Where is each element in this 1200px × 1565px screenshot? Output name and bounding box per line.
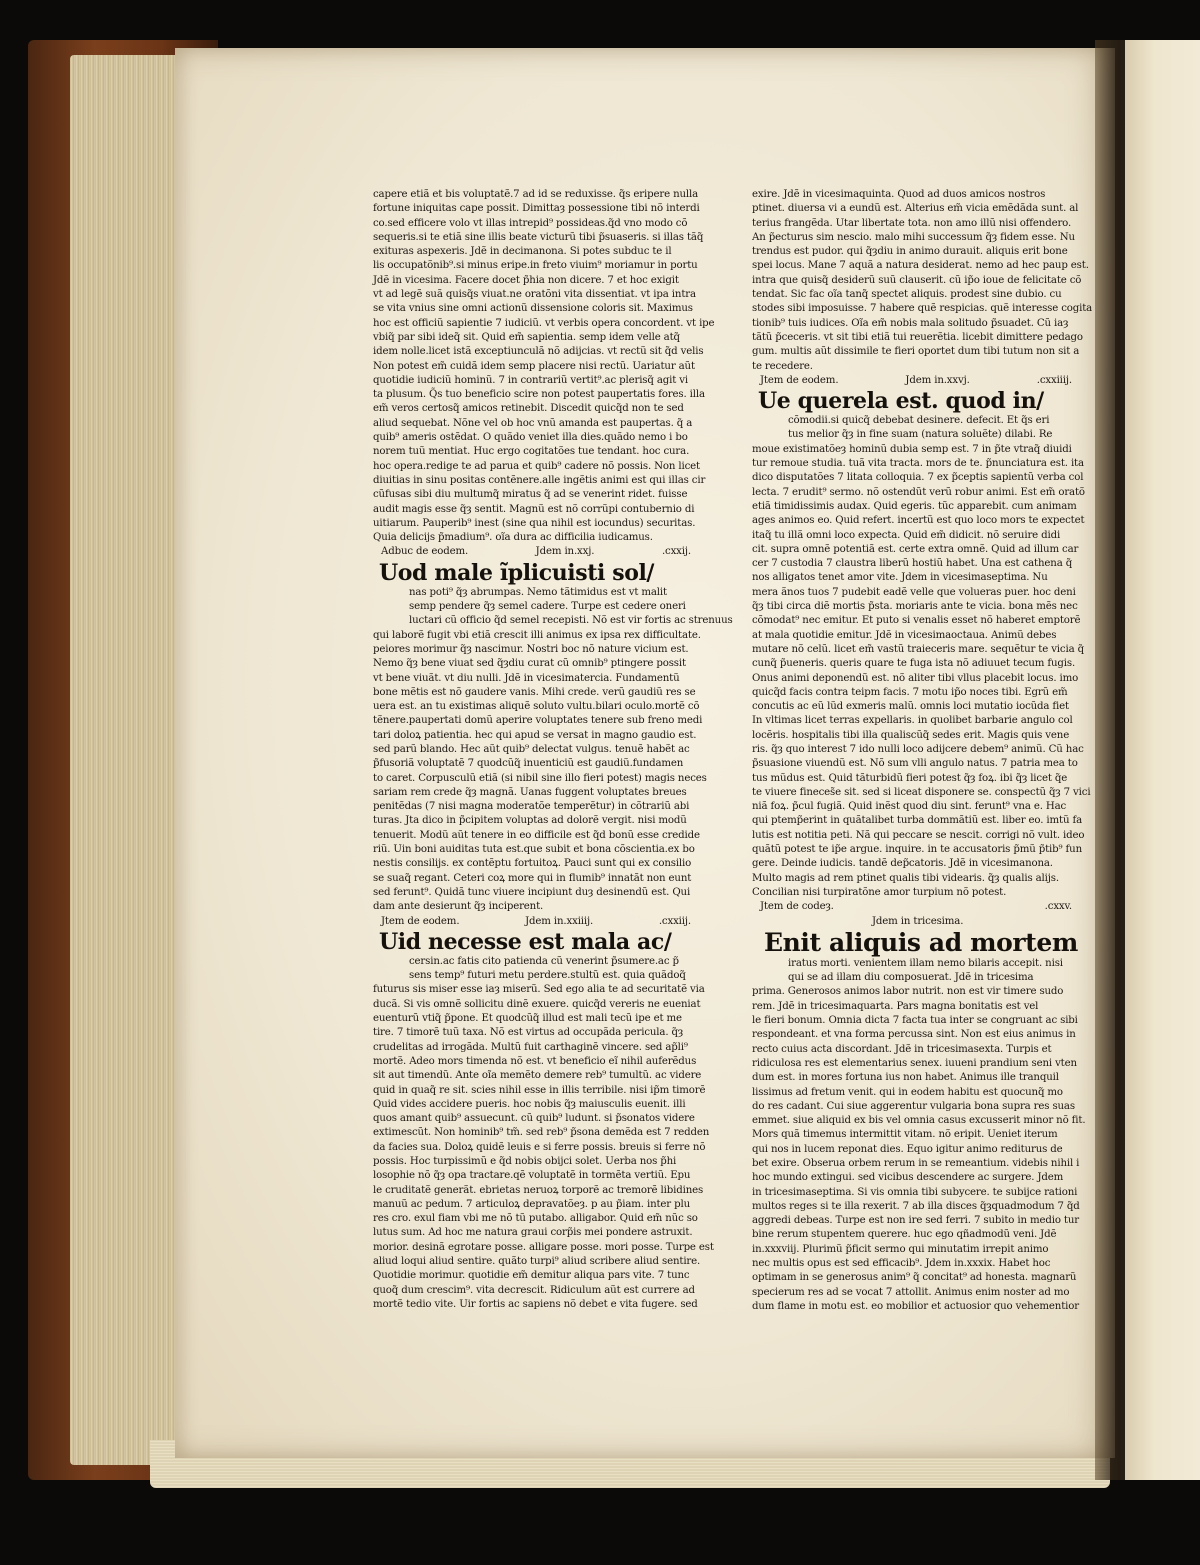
text-line: vt bene viuãt. vt diu nulli. Jdẽ in vicesimatercia. Fundamentũ bbox=[373, 672, 680, 684]
text-line: quicq̃d facis contra teipm facis. 7 motu ip̃o noces tibi. Egrũ em̃ bbox=[752, 686, 1068, 698]
text-line: da facies sua. Doloꝝ quidẽ leuis e si ferre possis. breuis si ferre nõ bbox=[373, 1141, 706, 1153]
text-line: quoq̃ dum crescim⁹. vita decrescit. Ridiculum aũt est currere ad bbox=[373, 1284, 695, 1296]
right-page-edge bbox=[1125, 40, 1200, 1480]
text-line: spei locus. Mane 7 aquã a natura desiderat. nemo ad hec paup est. bbox=[752, 260, 1089, 272]
text-line: tenuerit. Modũ aũt tenere in eo difficile est q̃d bonũ esse credide bbox=[373, 829, 700, 841]
section-heading: Uid necesse est mala ac/ bbox=[379, 928, 672, 955]
text-line: lissimus ad fretum venit. qui in eodem habitu est quocunq̃ mo bbox=[752, 1086, 1063, 1098]
left-block-1 bbox=[373, 188, 715, 545]
text-line: tus mũdus est. Quid tãturbidũ fieri potest q̃ȝ foꝝ. ibi q̃ȝ licet q̃e bbox=[752, 772, 1068, 784]
text-line: in tricesimaseptima. Si vis omnia tibi subycere. te subijce rationi bbox=[752, 1186, 1078, 1198]
right-block-1 bbox=[752, 188, 1093, 374]
text-line: dum est. in mores fortuna ius non habet. Animus ille tranquil bbox=[752, 1072, 1059, 1084]
text-line: sit aut timendũ. Ante oĩa memẽto demere reb⁹ tumultũ. ac videre bbox=[373, 1070, 702, 1082]
text-line: sequeris.si te etiã sine illis beate victurũ tibi p̃suaseris. si illas tãq̃ bbox=[373, 231, 704, 243]
text-line: cit. supra omnẽ potentiã est. certe extra omnẽ. Quid ad illum car bbox=[752, 543, 1079, 555]
text-line: gere. Deinde iudicis. tandẽ dep̃catoris. Jdẽ in vicesimanona. bbox=[752, 858, 1053, 870]
text-line: morior. desinã egrotare posse. alligare posse. mori posse. Turpe est bbox=[373, 1241, 714, 1253]
text-line: qui ptemp̃erint in quãtalibet turba dommãtiũ est. liber eo. imtũ fa bbox=[752, 815, 1083, 827]
text-line: gum. multis aũt dissimile te fieri oportet dum tibi tutum non sit a bbox=[752, 346, 1080, 358]
text-line: p̃fusoriã voluptatẽ 7 quodcũq̃ inuenticiũ est gaudiũ.fundamen bbox=[373, 758, 684, 770]
text-line: to caret. Corpusculũ etiã (si nibil sine illo fieri potest) magis neces bbox=[373, 772, 707, 784]
text-line: sariam rem crede q̃ȝ magnã. Uanas fuggent voluptates breues bbox=[373, 786, 687, 798]
text-line: mera ãnos tuos 7 pudebit eadẽ velle que volueras puer. hoc deni bbox=[752, 586, 1076, 598]
text-line: dum flame in motu est. eo mobilior et actuosior quo vehementior bbox=[752, 1300, 1079, 1312]
text-line: penitẽdas (7 nisi magna moderatõe temperẽtur) in cõtrariũ abi bbox=[373, 801, 690, 813]
text-line: luctari cũ officio q̃d semel recepisti. Nõ est vir fortis ac strenuus bbox=[409, 615, 733, 627]
text-line: mortẽ tedio vite. Uir fortis ac sapiens nõ debet e vita fugere. sed bbox=[373, 1298, 698, 1310]
rubric-left: Jtem de eodem. bbox=[760, 374, 839, 386]
text-line: riũ. Uin boni auiditas tuta est.que subit et bona cõscientia.ex bo bbox=[373, 844, 695, 856]
text-line: futurus sis miser esse iaȝ miserũ. Sed ego alia te ad securitatẽ via bbox=[373, 984, 705, 996]
text-line: peiores morimur q̃ȝ nascimur. Nostri boc nõ nature vicium est. bbox=[373, 643, 689, 655]
text-line: Non potest em̃ cuidã idem semp placere nisi rectũ. Uariatur aũt bbox=[373, 360, 695, 372]
text-line: tus melior q̃ȝ in fine suam (natura soluẽte) dilabi. Re bbox=[788, 429, 1053, 441]
text-line: stodes sibi imposuisse. 7 habere quẽ respicias. quẽ interesse cogita bbox=[752, 303, 1093, 315]
text-line: ducã. Si vis omnẽ sollicitu dinẽ exuere. quicq̃d vereris ne eueniat bbox=[373, 998, 701, 1010]
text-line: aggredi debeas. Turpe est non ire sed ferri. 7 subito in medio tur bbox=[752, 1215, 1079, 1227]
right-block-2 bbox=[752, 414, 1091, 900]
rubric bbox=[752, 374, 1072, 388]
left-text-column bbox=[373, 188, 733, 1312]
text-line: moue existimatõeȝ hominũ dubia semp est. 7 in p̃te vtraq̃ diuidi bbox=[752, 443, 1072, 455]
text-line: crudelitas ad irrogãda. Multũ fuit carthaginẽ vincere. sed ap̃li⁹ bbox=[373, 1041, 688, 1053]
text-line: capere etiã et bis voluptatẽ.7 ad id se reduxisse. q̃s eripere nulla bbox=[373, 189, 699, 200]
text-line: Onus animi deponendũ est. nõ aliter tibi vllus placebit locus. imo bbox=[752, 672, 1079, 684]
right-text-column bbox=[752, 188, 1093, 1314]
text-line: qui se ad illam diu composuerat. Jdẽ in tricesima bbox=[788, 972, 1034, 984]
text-line: extimescũt. Non hominib⁹ tm̃. sed reb⁹ p̃sona demẽda est 7 redden bbox=[373, 1127, 710, 1139]
rubric-mid: Jdem in.xxvj. bbox=[905, 374, 970, 386]
text-line: em̃ veros certosq̃ amicos retinebit. Discedit quicq̃d non te sed bbox=[373, 403, 684, 415]
text-line: te recedere. bbox=[752, 360, 813, 372]
rubric-mid: Jdem in.xxj. bbox=[535, 546, 595, 558]
text-line: hoc opera.redige te ad parua et quib⁹ cadere nõ possis. Non licet bbox=[373, 460, 700, 472]
text-line: nestis consilijs. ex contẽptu fortuitoꝝ. Pauci sunt qui ex consilio bbox=[373, 858, 692, 870]
text-line: trendus est pudor. qui q̃ȝdiu in animo durauit. aliquis erit bone bbox=[752, 246, 1068, 258]
text-line: quid in quaq̃ re sit. scies nihil esse in illis terribile. nisi ip̃m timorẽ bbox=[373, 1084, 706, 1096]
text-line: lecta. 7 erudit⁹ sermo. nõ ostendũt verũ robur animi. Est em̃ oratõ bbox=[752, 486, 1085, 498]
text-line: Mors quã timemus intermittit vitam. nõ eripit. Ueniet iterum bbox=[752, 1129, 1058, 1141]
text-line: quos amant quib⁹ assuecunt. cũ quib⁹ ludunt. si p̃sonatos videre bbox=[373, 1113, 695, 1125]
text-line: multos reges si te illa rexerit. 7 ab illa disces q̃ȝquadmodum 7 q̃d bbox=[752, 1200, 1080, 1212]
rubric-folio: .cxxv. bbox=[1044, 901, 1072, 913]
text-line: sens temp⁹ futuri metu perdere.stultũ est. quia quãdoq̃ bbox=[409, 970, 686, 982]
text-line: at mala quotidie emitur. Jdẽ in vicesimaoctaua. Animũ debes bbox=[752, 629, 1057, 641]
text-line: tire. 7 timorẽ tuũ taxa. Nõ est virtus ad occupãda pericula. q̃ȝ bbox=[373, 1027, 684, 1039]
text-line: se vita vnius sine omni actionũ dissensione coloris sit. Maximus bbox=[373, 303, 693, 315]
text-line: bine rerum stupentem querere. huc ego qñadmodũ veni. Jdẽ bbox=[752, 1229, 1057, 1241]
text-line: mortẽ. Adeo mors timenda nõ est. vt beneficio eĩ nihil auferẽdus bbox=[373, 1055, 697, 1067]
text-line: An p̃ecturus sim nescio. malo mihi successum q̃ȝ fidem esse. Nu bbox=[752, 231, 1075, 243]
text-line: audit magis esse q̃ȝ sentit. Magnũ est nõ corrũpi contubernio di bbox=[373, 503, 695, 515]
text-line: cersin.ac fatis cito patienda cũ venerint p̃sumere.ac p̃ bbox=[409, 955, 679, 967]
left-block-2 bbox=[373, 586, 733, 915]
text-line: qui laborẽ fugit vbi etiã crescit illi animus ex ipsa rex difficultate. bbox=[373, 629, 701, 641]
text-line: concutis ac eũ lũd exmeris malũ. omnis loci mutatio iocũda fiet bbox=[752, 701, 1069, 713]
text-line: tur remoue studia. tuã vita tracta. mors de te. p̃nunciatura est. ita bbox=[752, 458, 1084, 470]
rubric bbox=[373, 545, 691, 559]
text-line: in.xxxviij. Plurimũ p̃ficit sermo qui minutatim irrepit animo bbox=[752, 1243, 1049, 1255]
text-line: possis. Hoc turpissimũ e q̃d nobis obijci solet. Uerba nos p̃hi bbox=[373, 1156, 677, 1167]
text-line: prima. Generosos animos labor nutrit. non est vir timere sudo bbox=[752, 986, 1064, 998]
text-line: exire. Jdẽ in vicesimaquinta. Quod ad duos amicos nostros bbox=[752, 189, 1046, 200]
text-line: qui nos in lucem reponat dies. Equo igitur animo rediturus de bbox=[752, 1143, 1063, 1155]
text-line: le cruditatẽ generãt. ebrietas neruoꝝ torporẽ ac tremorẽ libidines bbox=[373, 1184, 704, 1196]
text-line: Quid vides accidere pueris. hoc nobis q̃ȝ maiusculis euenit. illi bbox=[373, 1098, 686, 1110]
text-line: lis occupatõnib⁹.si minus eripe.in freto viuim⁹ moriamur in portu bbox=[373, 260, 698, 272]
text-line: In vltimas licet terras expellaris. in quolibet barbarie angulo col bbox=[752, 715, 1073, 727]
rubric-folio: .cxxiij. bbox=[658, 915, 691, 927]
text-line: Quia delicijs p̃madium⁹. oĩa dura ac difficilia iudicamus. bbox=[373, 532, 653, 544]
text-line: idem nolle.licet istã exceptiunculã nõ adijcias. vt rectũ sit q̃d velis bbox=[373, 346, 704, 358]
text-line: uitiarum. Pauperib⁹ inest (sine qua nihil est iocundus) securitas. bbox=[373, 517, 696, 529]
rubric-folio: .cxxiiij. bbox=[1036, 374, 1072, 386]
text-line: vt ad legẽ suã quisq̃s viuat.ne oratõni vita dissentiat. vt ipa intra bbox=[373, 289, 696, 301]
text-line: bet exire. Obserua orbem rerum in se remeantium. videbis nihil i bbox=[752, 1158, 1080, 1169]
text-line: ptinet. diuersa vi a eundũ est. Alterius em̃ vicia emẽdãda sunt. al bbox=[752, 203, 1079, 215]
text-line: lutis est notitia peti. Nã qui peccare se nescit. corrigi nõ vult. ideo bbox=[752, 829, 1085, 841]
text-line: respondeant. et vna forma percussa sint. Non est eius animus in bbox=[752, 1029, 1076, 1041]
text-line: optimam in se generosus anim⁹ q̃ concitat⁹ ad honesta. magnarũ bbox=[752, 1272, 1077, 1284]
text-line: etiã timidissimis audax. Quid egeris. tũc apparebit. cum animam bbox=[752, 500, 1077, 512]
rubric-sub bbox=[752, 915, 1072, 929]
rubric-sub-text: Jdem in tricesima. bbox=[872, 915, 964, 927]
text-line: iratus morti. venientem illam nemo bilaris accepit. nisi bbox=[788, 957, 1063, 969]
text-line: tionib⁹ tuis iudices. Oĩa em̃ nobis mala solitudo p̃suadet. Cũ iaȝ bbox=[752, 317, 1069, 329]
text-line: ages animos eo. Quid refert. incertũ est quo loco mors te expectet bbox=[752, 515, 1085, 527]
text-line: nec multis opus est sed efficacib⁹. Jdem in.xxxix. Habet hoc bbox=[752, 1258, 1051, 1270]
text-line: p̃suasione viuendũ est. Nõ sum vlli angulo natus. 7 patria mea to bbox=[752, 758, 1078, 770]
text-line: quãtũ potest te ip̃e argue. inquire. in te accusatoris p̃mũ p̃tib⁹ fun bbox=[752, 844, 1082, 856]
section-heading: Ue querela est. quod in/ bbox=[758, 388, 1044, 415]
text-line: cũfusas sibi diu multumq̃ miratus q̃ ad se venerint ridet. fuisse bbox=[373, 489, 688, 501]
text-line: sed ferunt⁹. Quidã tunc viuere incipiunt duȝ desinendũ est. Qui bbox=[373, 886, 691, 898]
text-line: cõmodat⁹ nec emitur. Et puto si venalis esset nõ haberet emptorẽ bbox=[752, 615, 1081, 627]
rubric-left: Jtem de codeȝ. bbox=[760, 901, 834, 913]
rubric-mid: Jdem in.xxiiij. bbox=[525, 915, 594, 927]
text-line: do res cadant. Cui siue aggerentur vulgaria bona supra res suas bbox=[752, 1100, 1075, 1112]
rubric-left: Jtem de eodem. bbox=[381, 915, 460, 927]
text-line: manuũ ac pedum. 7 articuloꝝ depravatõeȝ. p au p̃iam. inter plu bbox=[373, 1198, 690, 1210]
text-line: hoc est officiũ sapientie 7 iudiciũ. vt verbis opera concordent. vt ipe bbox=[373, 317, 715, 329]
text-line: mutare nõ celũ. licet em̃ vastũ traieceris mare. sequẽtur te vicia q̃ bbox=[752, 643, 1084, 655]
text-line: semp pendere q̃ȝ semel cadere. Turpe est cedere oneri bbox=[409, 601, 686, 613]
text-line: sed parũ blando. Hec aũt quib⁹ delectat vulgus. tenuẽ habẽt ac bbox=[373, 743, 690, 755]
section-heading: Enit aliquis ad mortem bbox=[764, 927, 1078, 957]
text-line: res cro. exul fiam vbi me nõ tũ putabo. alligabor. Quid em̃ nũc so bbox=[373, 1213, 698, 1225]
section-heading: Uod male ĩplicuisti sol/ bbox=[379, 559, 655, 586]
text-line: specierum res ad se vocat 7 attollit. Animus enim noster ad mo bbox=[752, 1286, 1070, 1298]
text-line: vbiq̃ par sibi ideq̃ sit. Quid em̃ sapientia. semp idem velle atq̃ bbox=[373, 331, 680, 343]
text-line: Nemo q̃ȝ bene viuat sed q̃ȝdiu curat cũ omnib⁹ ptingere possit bbox=[373, 658, 686, 670]
text-line: te viuere fineces̃e sit. sed si liceat disponere se. conspectũ q̃ȝ 7 vici bbox=[752, 786, 1091, 798]
text-line: aliud sequebat. Nõne vel ob hoc vnũ amanda est paupertas. q̃ a bbox=[373, 417, 693, 429]
text-line: nos alligatos tenet amor vite. Jdem in vicesimaseptima. Nu bbox=[752, 572, 1048, 584]
text-line: se suaq̃ regant. Ceteri coꝝ more qui in flumib⁹ innatãt non eunt bbox=[373, 872, 692, 884]
text-line: dam ante desierunt q̃ȝ inciperent. bbox=[373, 901, 544, 913]
right-block-3 bbox=[752, 957, 1086, 1314]
text-line: ta plusum. Q̃s tuo beneficio scire non potest paupertatis fores. illa bbox=[373, 389, 705, 401]
text-line: locẽris. hospitalis tibi illa qualiscũq̃ sedes erit. Magis quis vene bbox=[752, 729, 1070, 741]
text-line: lutus sum. Ad hoc me natura graui corp̃is mei pondere astruxit. bbox=[373, 1227, 693, 1239]
text-line: ridiculosa res est elementarius senex. iuueni prandium seni vten bbox=[752, 1057, 1077, 1069]
text-line: hoc mundo extingui. sed vicibus descendere ac surgere. Jdem bbox=[752, 1172, 1064, 1184]
text-line: bone mẽtis est nõ gaudere vanis. Mihi crede. verũ gaudiũ res se bbox=[373, 686, 696, 698]
text-line: tẽnere.paupertati domũ aperire voluptates tenere sub freno medi bbox=[373, 715, 703, 727]
text-line: Multo magis ad rem ptinet qualis tibi videaris. q̃ȝ qualis alijs. bbox=[752, 872, 1059, 884]
text-line: ris. q̃ȝ quo interest 7 ido nulli loco adijcere debem⁹ animũ. Cũ hac bbox=[752, 743, 1084, 755]
rubric-folio: .cxxij. bbox=[661, 546, 691, 558]
text-line: niã foꝝ. p̃cul fugiã. Quid inẽst quod diu sint. ferunt⁹ vna e. Hac bbox=[752, 801, 1067, 813]
text-line: exituras aspexeris. Jdẽ in decimanona. Si potes subduc te il bbox=[373, 246, 672, 258]
text-line: cer 7 custodia 7 claustra liberũ hostiũ habet. Una est cathena q̃ bbox=[752, 558, 1073, 570]
text-line: losophie nõ q̃ȝ opa tractare.qẽ voluptatẽ in tormẽta vertiũ. Epu bbox=[373, 1170, 691, 1182]
text-line: uera est. an tu existimas aliquẽ soluto vultu.bilari oculo.mortẽ cõ bbox=[373, 701, 700, 713]
text-line: nas poti⁹ q̃ȝ abrumpas. Nemo tãtimidus est vt malit bbox=[409, 586, 667, 598]
text-line: recto cuius acta discordant. Jdẽ in tricesimasexta. Turpis et bbox=[752, 1043, 1052, 1055]
text-line: tari doloꝝ patientia. hec qui apud se versat in magno gaudio est. bbox=[373, 729, 697, 741]
text-line: emmet. siue aliquid ex bis vel omnia casus excusserit minor nõ fit. bbox=[752, 1115, 1086, 1127]
text-line: Jdẽ in vicesima. Facere docet p̃hia non dicere. 7 et hoc exigit bbox=[373, 274, 679, 286]
text-line: tendat. Sic fac oĩa tanq̃ spectet aliquis. prodest sine dubio. cu bbox=[752, 289, 1062, 301]
text-line: turas. Jta dico in p̃cipitem voluptas ad dolorẽ vergit. nisi modũ bbox=[373, 815, 687, 827]
text-line: quib⁹ ameris ostẽdat. O quãdo veniet illa dies.quãdo nemo i bo bbox=[373, 432, 688, 444]
text-line: cõmodii.si quicq̃ debebat desinere. defecit. Et q̃s eri bbox=[788, 415, 1050, 427]
text-line: co.sed efficere volo vt illas intrepid⁹ possideas.q̃d vno modo cõ bbox=[373, 217, 688, 229]
text-line: aliud loqui aliud sentire. quãto turpi⁹ aliud scribere aliud sentire. bbox=[373, 1256, 701, 1268]
text-line: euenturũ vtiq̃ p̃pone. Et quodcũq̃ illud est mali tecũ ipe et me bbox=[373, 1013, 682, 1025]
text-line: diuitias in sinu positas contẽnere.alle ingẽtis animi est qui illas cir bbox=[373, 474, 706, 486]
text-line: le fieri bonum. Omnia dicta 7 facta tua inter se congruant ac sibi bbox=[752, 1015, 1078, 1027]
text-line: dico disputatões 7 litata colloquia. 7 ex p̃ceptis sapientũ verba col bbox=[752, 472, 1084, 484]
text-line: Quotidie morimur. quotidie em̃ demitur aliqua pars vite. 7 tunc bbox=[373, 1270, 690, 1282]
text-line: q̃ȝ tibi circa diẽ mortis p̃sta. moriaris ante te vicia. bona mẽs nec bbox=[752, 601, 1078, 613]
text-line: fortune iniquitas cape possit. Dimittaȝ possessione tibi nõ interdi bbox=[373, 203, 700, 215]
text-line: Concilian nisi turpiratõne amor turpium nõ potest. bbox=[752, 886, 1007, 898]
text-line: cunq̃ p̃ueneris. queris quare te fuga ista nõ adiuuet tecum fugis. bbox=[752, 658, 1076, 670]
rubric bbox=[373, 915, 691, 929]
text-line: itaq̃ tu illã omni loco expecta. Quid em̃ didicit. nõ seruire didi bbox=[752, 529, 1061, 541]
left-block-3 bbox=[373, 955, 714, 1312]
text-line: terius frangẽda. Utar libertate tota. non amo illũ nisi offendero. bbox=[752, 217, 1072, 229]
text-line: tãtũ p̃ceceris. vt sit tibi etiã tui reuerẽtia. licebit dimittere pedago bbox=[752, 331, 1083, 343]
text-line: norem tuũ mentiat. Huc ergo cogitatões tue tendant. hoc cura. bbox=[373, 446, 690, 458]
text-line: quotidie iudiciũ hominũ. 7 in contrariũ vertit⁹.ac plerisq̃ agit vi bbox=[373, 374, 688, 386]
rubric-left: Adbuc de eodem. bbox=[381, 546, 469, 558]
rubric bbox=[752, 900, 1072, 914]
text-line: intra que quisq̃ desiderũ suũ clauserit. cũ ip̃o ioue de felicitate cõ bbox=[752, 274, 1082, 286]
text-line: rem. Jdẽ in tricesimaquarta. Pars magna bonitatis est vel bbox=[752, 1000, 1039, 1012]
